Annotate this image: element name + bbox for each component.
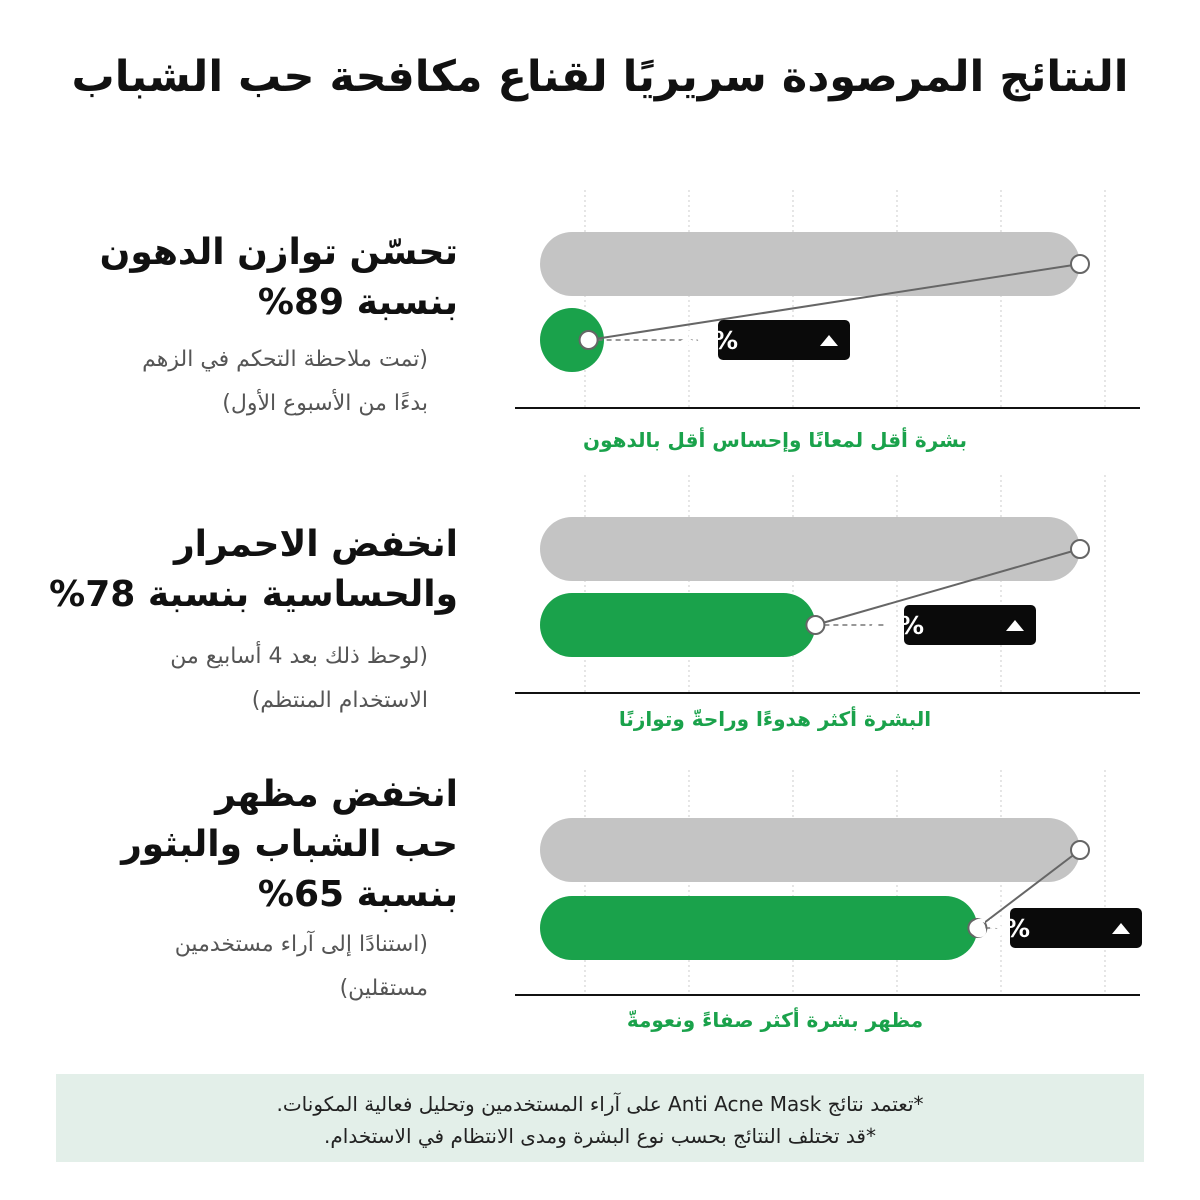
chart-caption: بشرة أقل لمعانًا وإحساس أقل بالدهون bbox=[583, 428, 967, 452]
acne-chart bbox=[510, 770, 1150, 1010]
endpoint-marker bbox=[1071, 841, 1089, 859]
result-note bbox=[48, 923, 428, 1011]
footnote-line: *قد تختلف النتائج بحسب نوع البشرة ومدى الانتظام في الاستخدام. bbox=[324, 1124, 876, 1148]
result-bar bbox=[540, 593, 815, 657]
chart-caption: البشرة أكثر هدوءًا وراحةّ وتوازنًا bbox=[618, 707, 932, 731]
note-line: (لوحظ ذلك بعد 4 أسابيع من bbox=[170, 644, 428, 669]
note-line: الاستخدام المنتظم) bbox=[251, 688, 428, 713]
oil-balance-chart bbox=[510, 190, 1150, 430]
headline-line: بنسبة 65% bbox=[257, 874, 458, 915]
result-note bbox=[48, 635, 428, 723]
result-bar bbox=[540, 896, 977, 960]
chart-caption: مظهر بشرة أكثر صفاءً ونعومةّ bbox=[626, 1008, 924, 1032]
headline-line: بنسبة 89% bbox=[257, 282, 458, 323]
endpoint-marker bbox=[1071, 540, 1089, 558]
note-line: بدءًا من الأسبوع الأول) bbox=[222, 391, 428, 416]
percent-label: 65% bbox=[970, 914, 1030, 943]
headline-line: تحسّن توازن الدهون bbox=[99, 232, 458, 273]
result-note bbox=[48, 338, 428, 426]
percent-label: 78% bbox=[864, 611, 924, 640]
redness-chart bbox=[510, 475, 1150, 715]
note-line: مستقلين) bbox=[339, 976, 428, 1001]
note-line: (تمت ملاحظة التحكم في الزهم bbox=[142, 347, 428, 372]
note-line: (استنادًا إلى آراء مستخدمين bbox=[174, 932, 428, 957]
endpoint-marker bbox=[806, 616, 824, 634]
baseline-bar bbox=[540, 818, 1080, 882]
headline-line: حب الشباب والبثور bbox=[121, 824, 458, 865]
baseline-bar bbox=[540, 232, 1080, 296]
headline-line: والحساسية بنسبة 78% bbox=[49, 574, 458, 615]
page-title: النتائج المرصودة سريريًا لقناع مكافحة حب الشباب bbox=[71, 52, 1129, 102]
result-headline bbox=[48, 520, 458, 620]
endpoint-marker bbox=[580, 331, 598, 349]
result-headline bbox=[48, 770, 458, 920]
percent-label: 89% bbox=[678, 326, 738, 355]
headline-line: انخفض الاحمرار bbox=[173, 524, 458, 565]
headline-line: انخفض مظهر bbox=[215, 774, 458, 815]
result-headline bbox=[48, 228, 458, 328]
footnote-line: *تعتمد نتائج Anti Acne Mask على آراء المستخدمين وتحليل فعالية المكونات. bbox=[276, 1092, 924, 1116]
endpoint-marker bbox=[1071, 255, 1089, 273]
footnote-box bbox=[56, 1074, 1144, 1162]
